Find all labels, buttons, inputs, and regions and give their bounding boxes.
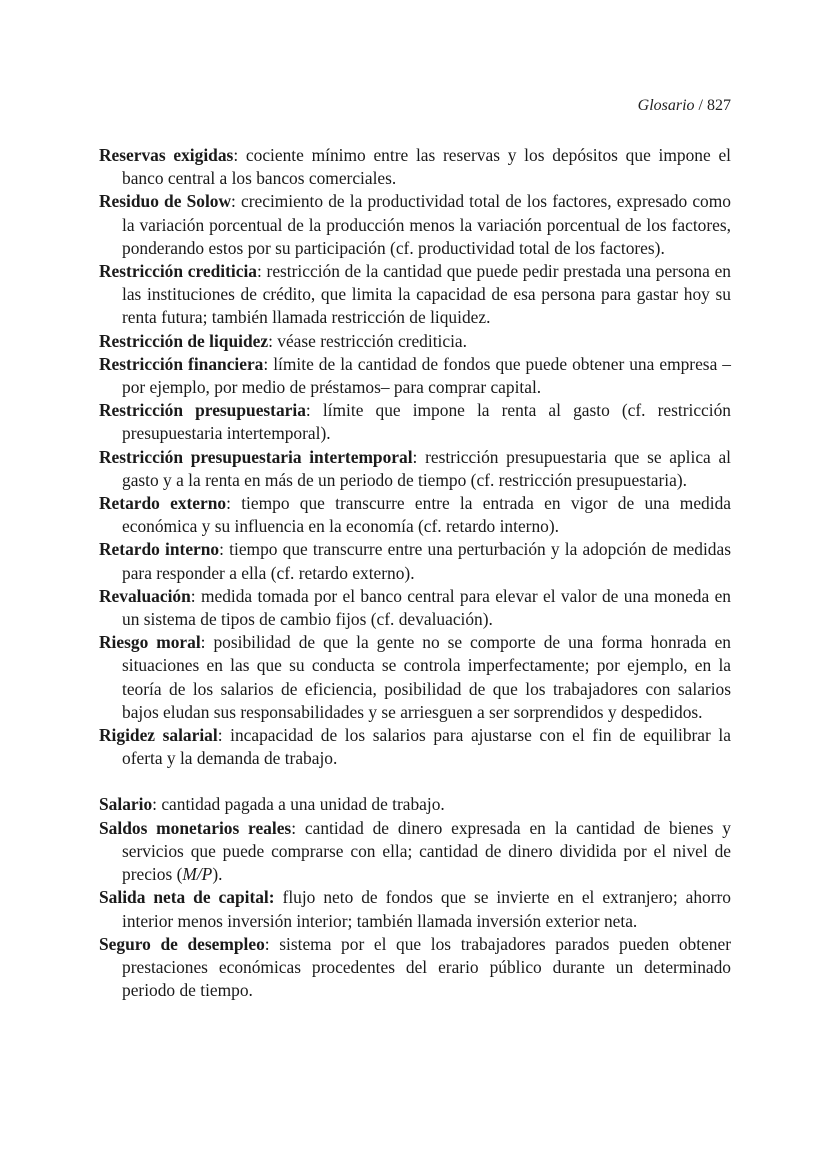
glossary-entry: Retardo externo: tiempo que transcurre entre la entrada en vigor de una medida económica y su influencia en la economía (cf. retardo interno). <box>99 493 731 537</box>
entry-definition: medida tomada por el banco central para elevar el valor de una moneda en un sistema de tipos de cambio fijos (cf. devaluación). <box>122 585 731 630</box>
entry-definition: sistema por el que los trabajadores parados pueden obtener prestaciones económicas procedentes del erario público durante un determinado periodo de tiempo. <box>122 933 731 1001</box>
entry-definition: límite de la cantidad de fondos que puede obtener una empresa –por ejemplo, por medio de préstamos– para comprar capital. <box>122 353 731 398</box>
glossary-entry: Rigidez salarial: incapacidad de los salarios para ajustarse con el fin de equilibrar la oferta y la demanda de trabajo. <box>99 725 731 769</box>
entry-definition: cantidad de dinero expresada en la cantidad de bienes y servicios que puede comprarse con ella; cantidad de dinero dividida por el nivel de precios ( <box>122 817 731 885</box>
glossary-entry: Saldos monetarios reales: cantidad de dinero expresada en la cantidad de bienes y servicios que puede comprarse con ella; cantidad de dinero dividida por el nivel de precios (M/P). <box>99 817 731 885</box>
glossary-entry <box>99 886 731 932</box>
entry-term: Restricción de liquidez <box>99 330 269 351</box>
glossary-body <box>99 144 731 1002</box>
glossary-entry: Restricción presupuestaria: límite que impone la renta al gasto (cf. restricción presupuestaria intertemporal). <box>99 400 732 444</box>
entry-definition: flujo neto de fondos que se invierte en el extranjero; ahorro interior menos inversión interior; también llamada inversión exterior neta. <box>122 887 731 931</box>
entry-term: Residuo de Solow <box>99 191 232 212</box>
entry-term: Restricción presupuestaria intertemporal <box>99 446 413 467</box>
glossary-entry: Revaluación: medida tomada por el banco central para elevar el valor de una moneda en un sistema de tipos de cambio fijos (cf. devaluación). <box>99 585 731 630</box>
entry-term: Rigidez salarial <box>99 725 218 746</box>
glossary-entry: Restricción crediticia: restricción de la cantidad que puede pedir prestada una persona en las instituciones de crédito, que limita la capacidad de esa persona para gastar hoy su renta futura; también llamada restricción de liquidez. <box>99 261 731 328</box>
entry-definition: véase restricción crediticia. <box>277 330 467 351</box>
glossary-entry: Seguro de desempleo: sistema por el que los trabajadores parados pueden obtener prestaciones económicas procedentes del erario público durante un determinado periodo de tiempo. <box>99 933 731 1001</box>
entry-definition: crecimiento de la productividad total de los factores, expresado como la variación porcentual de la producción menos la variación porcentual de los factores, ponderando estos por su participación (cf. productividad total de los factores). <box>122 191 731 258</box>
entry-definition: cociente mínimo entre las reservas y los depósitos que impone el banco central a los bancos comerciales. <box>122 145 731 189</box>
entry-definition: posibilidad de que la gente no se comporte de una forma honrada en situaciones en las que su conducta se controla imperfectamente; por ejemplo, en la teoría de los salarios de eficiencia, posibilidad de que los trabajadores con salarios bajos eludan sus responsabilidades y se arriesguen a ser sorprendidos y despedidos. <box>122 632 731 722</box>
entry-term: Riesgo moral <box>99 632 201 653</box>
entry-definition: límite que impone la renta al gasto (cf. restricción presupuestaria intertemporal). <box>122 400 732 444</box>
entry-term: Salario <box>99 794 153 815</box>
entry-term: Saldos monetarios reales <box>99 817 292 838</box>
letter-section-divider <box>99 770 731 793</box>
glossary-entry: Salario: cantidad pagada a una unidad de trabajo. <box>99 794 445 815</box>
entry-definition: cantidad pagada a una unidad de trabajo. <box>161 794 445 815</box>
entry-definition: tiempo que transcurre entre una perturbación y la adopción de medidas para responder a ella (cf. retardo externo). <box>122 539 731 583</box>
glossary-entry: Restricción presupuestaria intertemporal: restricción presupuestaria que se aplica al gasto y a la renta en más de un periodo de tiempo (cf. restricción presupuestaria). <box>99 446 732 490</box>
entry-term: Salida neta de capital: <box>99 887 275 908</box>
entry-definition: restricción de la cantidad que puede pedir prestada una persona en las instituciones de crédito, que limita la capacidad de esa persona para gastar hoy su renta futura; también llamada restricción de liquidez. <box>122 261 731 328</box>
entry-definition: incapacidad de los salarios para ajustarse con el fin de equilibrar la oferta y la demanda de trabajo. <box>122 725 731 769</box>
section-title: Glosario <box>637 97 695 114</box>
glossary-entry: Restricción financiera: límite de la cantidad de fondos que puede obtener una empresa –por ejemplo, por medio de préstamos– para comprar capital. <box>99 353 731 398</box>
glossary-section-s <box>99 793 731 1002</box>
entry-definition: tiempo que transcurre entre la entrada en vigor de una medida económica y su influencia en la economía (cf. retardo interno). <box>122 493 731 537</box>
glossary-entry: Reservas exigidas: cociente mínimo entre las reservas y los depósitos que impone el banco central a los bancos comerciales. <box>99 145 731 189</box>
entry-definition: restricción presupuestaria que se aplica al gasto y a la renta en más de un periodo de tiempo (cf. restricción presupuestaria). <box>122 446 732 490</box>
entry-term: Seguro de desempleo <box>99 933 265 954</box>
glossary-section-r <box>99 144 731 770</box>
entry-term: Reservas exigidas <box>99 145 234 165</box>
glossary-entry: Restricción de liquidez: véase restricción crediticia. <box>99 330 467 351</box>
running-header <box>638 96 731 116</box>
entry-term: Restricción crediticia <box>99 261 257 282</box>
entry-symbol: M/P <box>182 864 213 885</box>
entry-term: Retardo interno <box>99 539 220 560</box>
entry-term: Retardo externo <box>99 493 227 514</box>
entry-term: Restricción financiera <box>99 353 264 374</box>
entry-term: Restricción presupuestaria <box>99 400 306 421</box>
header-separator: / <box>694 97 707 114</box>
entry-term: Revaluación <box>99 585 191 606</box>
page-number: 827 <box>707 97 731 114</box>
glossary-entry: Residuo de Solow: crecimiento de la productividad total de los factores, expresado como la variación porcentual de la producción menos la variación porcentual de los factores, ponderando estos por su participación (cf. productividad total de los factores). <box>99 191 731 258</box>
glossary-entry: Retardo interno: tiempo que transcurre entre una perturbación y la adopción de medidas para responder a ella (cf. retardo externo). <box>99 539 731 583</box>
glossary-entry: Riesgo moral: posibilidad de que la gente no se comporte de una forma honrada en situaciones en las que su conducta se controla imperfectamente; por ejemplo, en la teoría de los salarios de eficiencia, posibilidad de que los trabajadores con salarios bajos eludan sus responsabilidades y se arriesguen a ser sorprendidos y despedidos. <box>99 632 731 722</box>
